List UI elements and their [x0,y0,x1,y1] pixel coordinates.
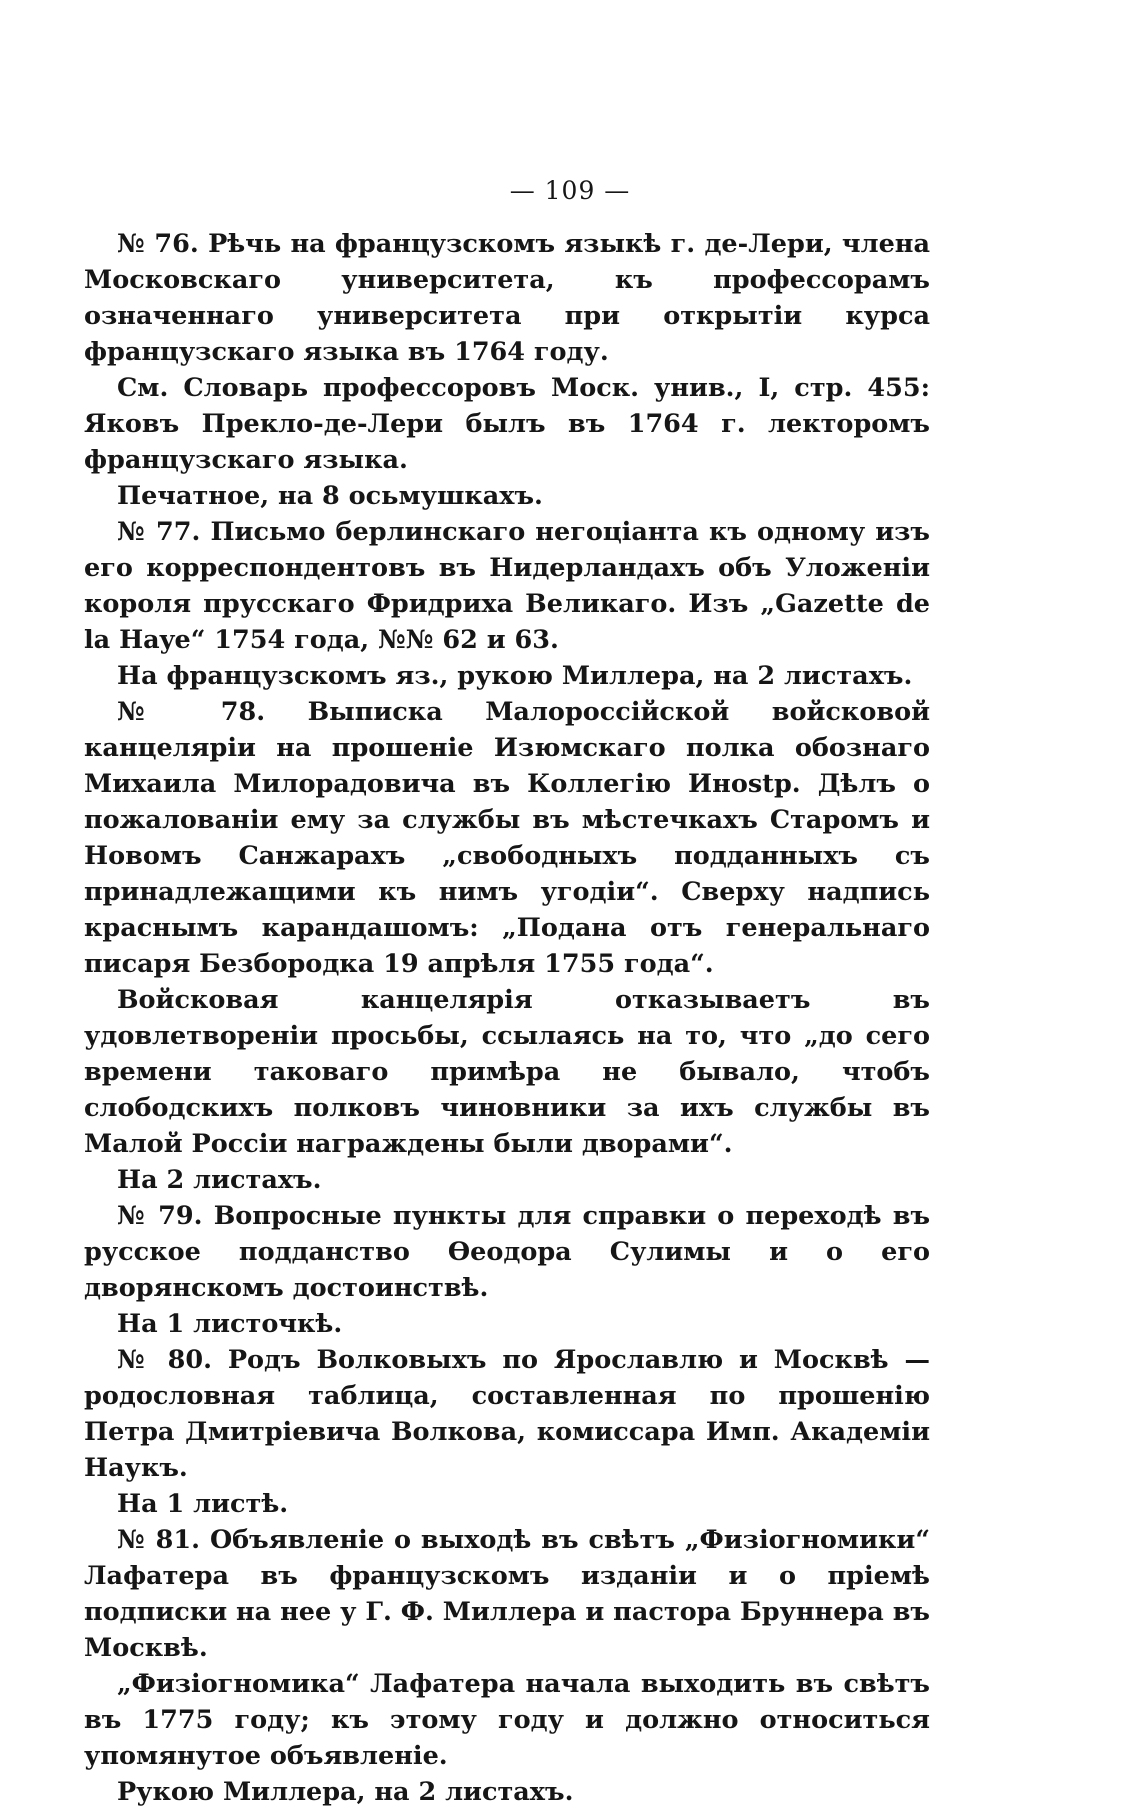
page-number: — 109 — [509,176,631,205]
entry-81-note: „Физіогномика“ Лафатера начала выходить въ свѣтъ въ 1775 году; къ этому году и должно относиться упомянутое объявленіе. [84,1669,930,1771]
entry-76-format: Печатное, на 8 осьмушкахъ. [117,481,543,511]
entry-79: № 79. Вопросные пункты для справки о переходѣ въ русское подданство Ѳеодора Сулимы и о его дворянскомъ достоинствѣ. [84,1201,930,1303]
entry-77: № 77. Письмо берлинскаго негоціанта къ одному изъ его корреспондентовъ въ Нидерландахъ объ Уложеніи короля прусскаго Фридриха Великаго. Изъ „Gazette de la Haye“ 1754 года, №№ 62 и 63. [84,517,930,655]
entry-76-note: См. Словарь профессоровъ Моск. унив., I, стр. 455: Яковъ Преклo-де-Лери былъ въ 1764 г. лекторомъ французскаго языка. [84,373,930,475]
entry-78-note: Войсковая канцелярія отказываетъ въ удовлетвореніи просьбы, ссылаясь на то, что „до сего времени таковаго примѣра не бывало, чтобъ слободскихъ полковъ чиновники за ихъ службы въ Малой Россіи награждены были дворами“. [84,985,930,1159]
entry-77-format: На французскомъ яз., рукою Миллера, на 2 листахъ. [117,661,913,691]
entry-80-format: На 1 листѣ. [117,1489,289,1519]
entry-79-format: На 1 листочкѣ. [117,1309,343,1339]
entry-80: № 80. Родъ Волковыхъ по Ярославлю и Москвѣ — родословная таблица, составленная по прошенію Петра Дмитріевича Волкова, комиссара Имп. Академіи Наукъ. [84,1345,930,1483]
entry-78-format: На 2 листахъ. [117,1165,322,1195]
page-text [84,226,930,1810]
entry-78: № 78. Выписка Малороссійской войсковой канцеляріи на прошеніе Изюмскаго полка обознаго Михаила Милорадовича въ Коллегію Инostр. Дѣлъ о пожалованіи ему за службы въ мѣстечкахъ Старомъ и Новомъ Санжарахъ „свободныхъ подданныхъ съ принадлежащими къ нимъ угодіи“. Сверху надпись краснымъ карандашомъ: „Подана отъ генеральнаго писаря Безбородка 19 апрѣля 1755 года“. [84,697,930,979]
entry-81: № 81. Объявленіе о выходѣ въ свѣтъ „Физіогномики“ Лафатера въ французскомъ изданіи и о пріемѣ подписки на нее у Г. Ф. Миллера и пастора Бруннера въ Москвѣ. [84,1525,930,1663]
entry-81-format: Рукою Миллера, на 2 листахъ. [117,1777,574,1807]
entry-76: № 76. Рѣчь на французскомъ языкѣ г. де-Лери, члена Московскаго университета, къ профессорамъ означеннаго университета при открытіи курса французскаго языка въ 1764 году. [84,229,930,367]
